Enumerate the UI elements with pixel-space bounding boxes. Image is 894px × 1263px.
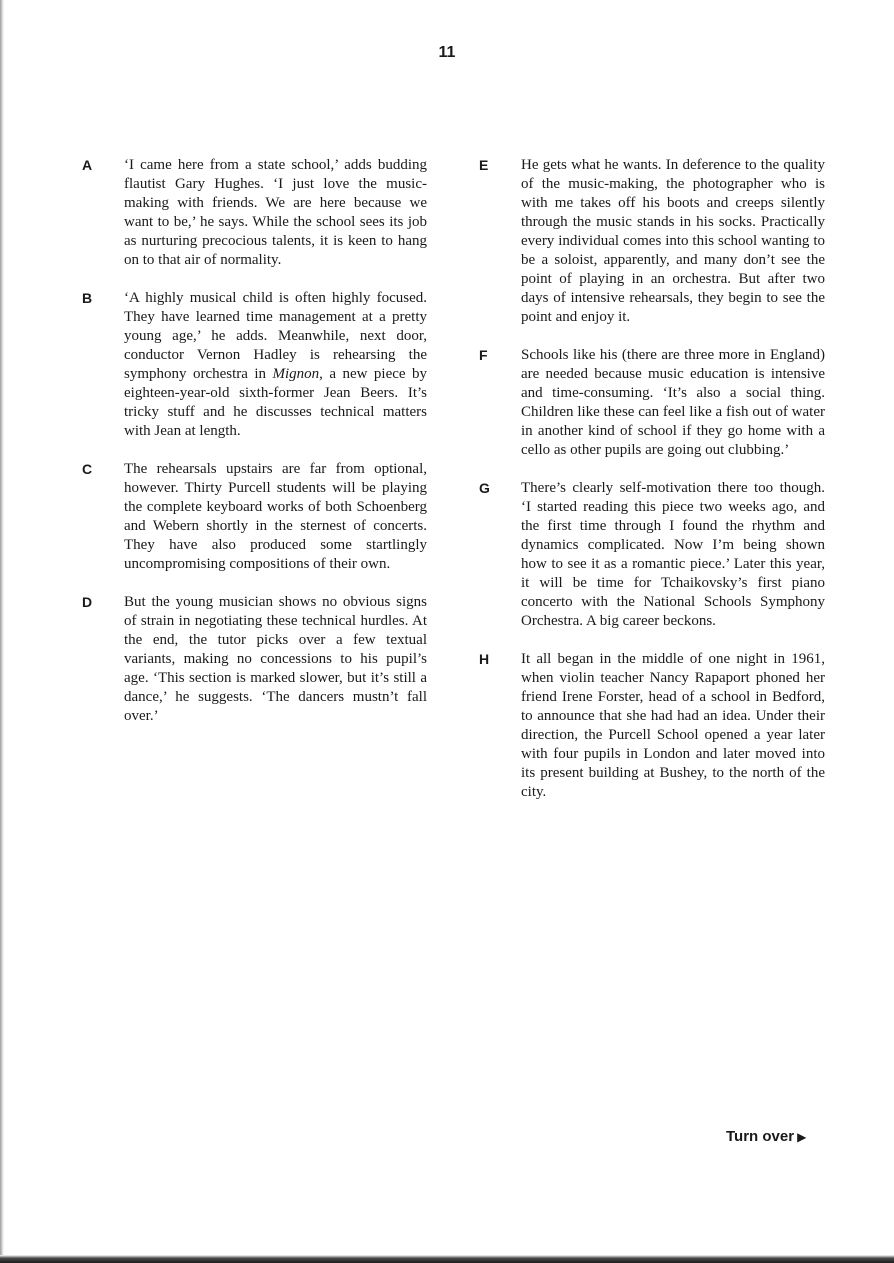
paragraph-letter: A (82, 157, 93, 173)
right-column (479, 156, 825, 821)
paragraph-f (479, 346, 825, 460)
scan-edge-bottom (0, 1255, 894, 1263)
paragraph-e (479, 156, 825, 327)
scan-edge-left (0, 0, 4, 1263)
paragraph-letter: H (479, 651, 490, 667)
paragraph-text-after: , a new piece by eighteen-year-old sixth-former Jean Beers. It’s tricky stuff and he discusses technical matters with Jean at length. (124, 366, 428, 439)
paragraph-a (82, 156, 427, 270)
paragraph-text (124, 289, 427, 441)
paragraph-text-before: ‘A highly musical child is often highly focused. They have learned time management at a pretty young age,’ he adds. Meanwhile, next door, conductor Vernon Hadley is rehearsing the symphony orchestra in (124, 290, 427, 382)
paragraph-text: The rehearsals upstairs are far from optional, however. Thirty Purcell students will be playing the complete keyboard works of both Schoenberg and Webern shortly in the sternest of concerts. They have also produced some startlingly uncompromising compositions of their own. (124, 461, 427, 572)
paragraph-letter: G (479, 480, 490, 496)
paragraph-h (479, 650, 825, 802)
page-number: 11 (438, 44, 456, 61)
paragraph-letter: F (479, 347, 488, 363)
turn-over-text: Turn over (726, 1128, 795, 1145)
piece-title: Mignon (272, 366, 320, 382)
paragraph-g (479, 479, 825, 631)
paragraph-letter: D (82, 594, 93, 610)
left-column (82, 156, 427, 745)
paragraph-c (82, 460, 427, 574)
paragraph-text: It all began in the middle of one night in 1961, when violin teacher Nancy Rapaport phoned her friend Irene Forster, head of a school in Bedford, to announce that she had had an idea. Under their direction, the Purcell School opened a year later with four pupils in London and later moved into its present building at Bushey, to the north of the city. (521, 651, 825, 800)
paragraph-b (82, 289, 427, 441)
paragraph-text: He gets what he wants. In deference to the quality of the music-making, the photographer who is with me takes off his boots and creeps silently through the music stands in his socks. Practically every individual comes into this school wanting to be a soloist, apparently, and many don’t see the point of playing in an orchestra. But after two days of intensive rehearsals, they begin to see the point and enjoy it. (521, 157, 825, 325)
paragraph-text: ‘I came here from a state school,’ adds budding flautist Gary Hughes. ‘I just love the music-making with friends. We are here because we want to be,’ he says. While the school sees its job as nurturing precocious talents, it is keen to hang on to that air of normality. (124, 157, 427, 268)
turn-over-label (726, 1128, 806, 1145)
triangle-right-icon: ▶ (797, 1130, 807, 1144)
paragraph-text: Schools like his (there are three more in England) are needed because music education is intensive and time-consuming. ‘It’s also a social thing. Children like these can feel like a fish out of water in another kind of school if they go home with a cello as other pupils are going out clubbing.’ (521, 347, 825, 458)
paragraph-letter: B (82, 290, 93, 306)
paragraph-text: There’s clearly self-motivation there too though. ‘I started reading this piece two weeks ago, and the first time through I found the rhythm and dynamics complicated. Now I’m being shown how to see it as a romantic piece.’ Later this year, it will be time for Tchaikovsky’s first piano concerto with the National Schools Symphony Orchestra. A big career beckons. (521, 480, 825, 629)
paragraph-letter: E (479, 157, 489, 173)
paragraph-d (82, 593, 427, 726)
paragraph-text: But the young musician shows no obvious signs of strain in negotiating these technical hurdles. At the end, the tutor picks over a few textual variants, making no concessions to his pupil’s age. ‘This section is marked slower, but it’s still a dance,’ he suggests. ‘The dancers mustn’t fall over.’ (124, 594, 427, 724)
paragraph-letter: C (82, 461, 93, 477)
